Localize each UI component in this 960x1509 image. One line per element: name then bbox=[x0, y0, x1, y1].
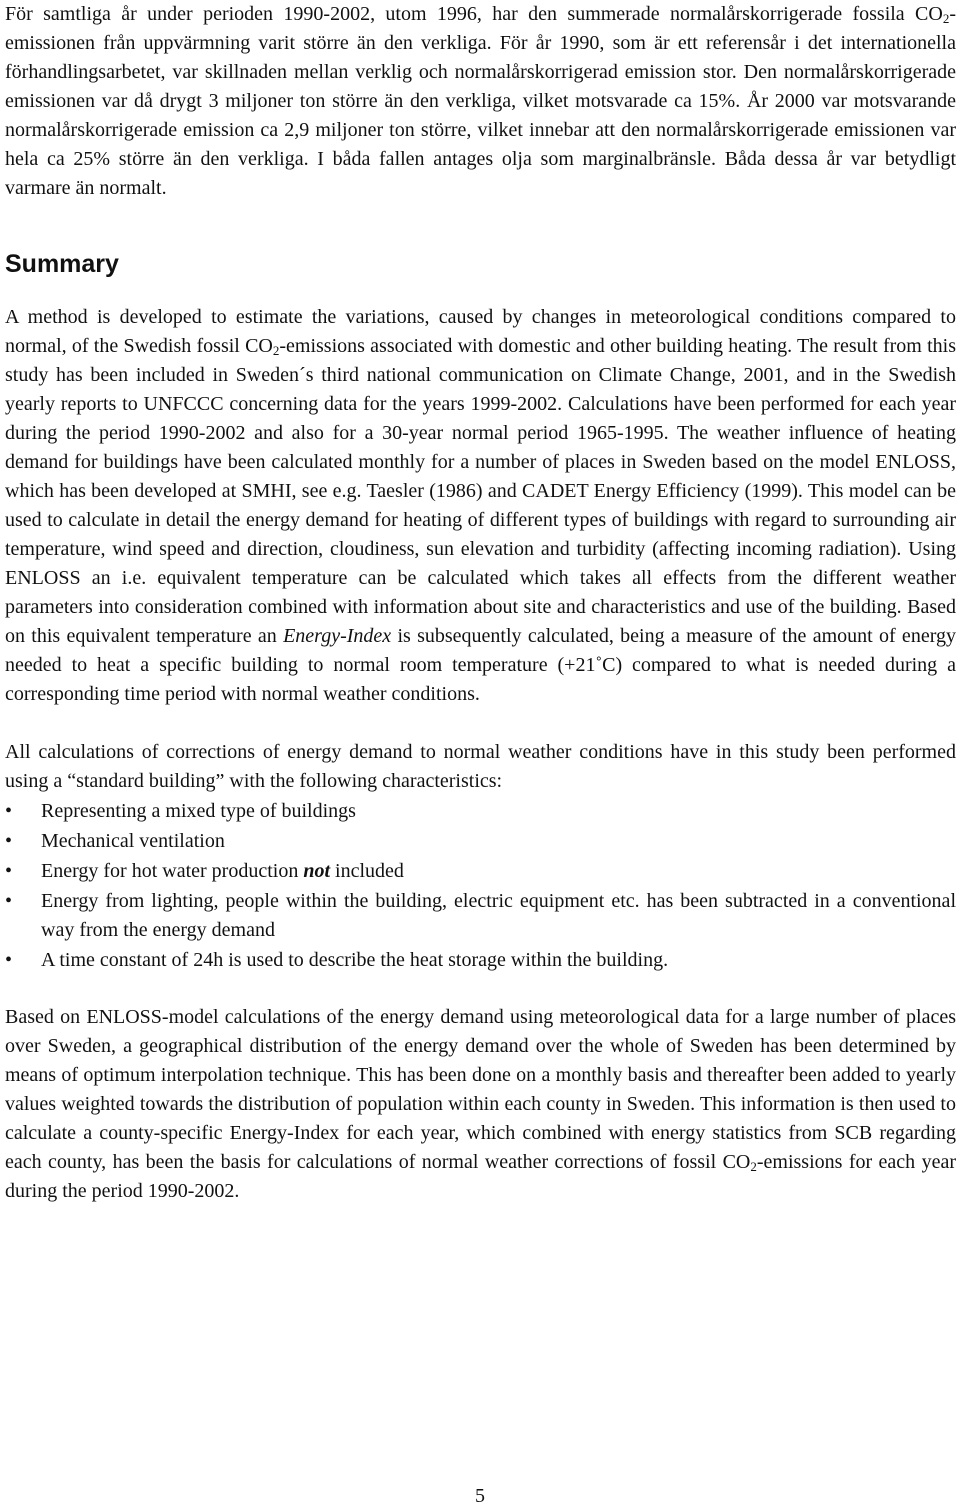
swedish-text-1: För samtliga år under perioden 1990-2002, utom 1996, har den summerade normalårskorrigerade fossila CO bbox=[5, 3, 943, 25]
list-item bbox=[5, 857, 956, 886]
summary-p1-text-2: -emissions associated with domestic and other building heating. The result from this study has been included in Sweden´s third national communication on Climate Change, 2001, and in the Swedish yearly reports to UNFCCC concerning data for the years 1999-2002. Calculations have been performed for each year during the period 1990-2002 and also for a 30-year normal period 1965-1995. The weather influence of heating demand for buildings have been calculated monthly for a number of places in Sweden based on the model ENLOSS, which has been developed at SMHI, see e.g. Taesler (1986) and CADET Energy Efficiency (1999). This model can be used to calculate in detail the energy demand for heating of different types of buildings with regard to surrounding air temperature, wind speed and direction, cloudiness, sun elevation and turbidity (affecting incoming radiation). Using ENLOSS an i.e. equivalent temperature can be calculated which takes all effects from the different weather parameters into consideration combined with information about site and characteristics and use of the building. Based on this equivalent temperature an bbox=[5, 335, 956, 647]
co2-subscript: 2 bbox=[750, 1159, 757, 1174]
swedish-text-2: -emissionen från uppvärmning varit större än den verkliga. För år 1990, som är ett referensår i det internationella förhandlingsarbetet, var skillnaden mellan verklig och normalårskorrigerad emission stor. Den normalårskorrigerade emissionen var då drygt 3 miljoner ton större än den verkliga, vilket motsvarade ca 15%. År 2000 var motsvarande normalårskorrigerade emission ca 2,9 miljoner ton större, vilket innebar att den normalårskorrigerade emissionen var hela ca 25% större än den verkliga. I båda fallen antages olja som marginalbränsle. Båda dessa år var betydligt varmare än normalt. bbox=[5, 3, 956, 199]
summary-p3-text-2: -emissions for each year during the period 1990-2002. bbox=[5, 1151, 956, 1202]
emphasis-not: not bbox=[303, 860, 331, 882]
summary-heading: Summary bbox=[5, 250, 119, 278]
page-number: 5 bbox=[475, 1485, 485, 1507]
energy-index-term: Energy-Index bbox=[283, 625, 392, 647]
co2-subscript: 2 bbox=[942, 11, 950, 26]
list-item: • A time constant of 24h is used to describe the heat storage within the building. bbox=[5, 946, 956, 975]
swedish-paragraph bbox=[5, 0, 956, 203]
summary-paragraph-2: All calculations of corrections of energy demand to normal weather conditions have in this study been performed using a “standard building” with the following characteristics: bbox=[5, 741, 956, 792]
summary-paragraph-3 bbox=[5, 1003, 956, 1206]
list-item: • Mechanical ventilation bbox=[5, 827, 956, 856]
list-item: • Representing a mixed type of buildings bbox=[5, 797, 956, 826]
characteristics-list bbox=[5, 797, 956, 975]
list-item: • Energy from lighting, people within the building, electric equipment etc. has been subtracted in a conventional way from the energy demand bbox=[5, 887, 956, 945]
summary-paragraph-1 bbox=[5, 303, 956, 709]
document-page bbox=[5, 0, 956, 1206]
list-item-text: included bbox=[330, 860, 404, 882]
summary-p1-text-1: A method is developed to estimate the variations, caused by changes in meteorological conditions compared to normal, of the Swedish fossil CO bbox=[5, 306, 956, 357]
summary-p3-text-1: Based on ENLOSS-model calculations of the energy demand using meteorological data for a large number of places over Sweden, a geographical distribution of the energy demand over the whole of Sweden has been determined by means of optimum interpolation technique. This has been done on a monthly basis and thereafter been added to yearly values weighted towards the distribution of population within each county in Sweden. This information is then used to calculate a county-specific Energy-Index for each year, which combined with energy statistics from SCB regarding each county, has been the basis for calculations of normal weather corrections of fossil CO bbox=[5, 1006, 956, 1173]
co2-subscript: 2 bbox=[272, 343, 280, 358]
list-item-text: Energy for hot water production bbox=[41, 860, 304, 882]
summary-p1-text-3: is subsequently calculated, being a measure of the amount of energy needed to heat a specific building to normal room temperature (+21˚C) compared to what is needed during a corresponding time period with normal weather conditions. bbox=[5, 625, 956, 705]
